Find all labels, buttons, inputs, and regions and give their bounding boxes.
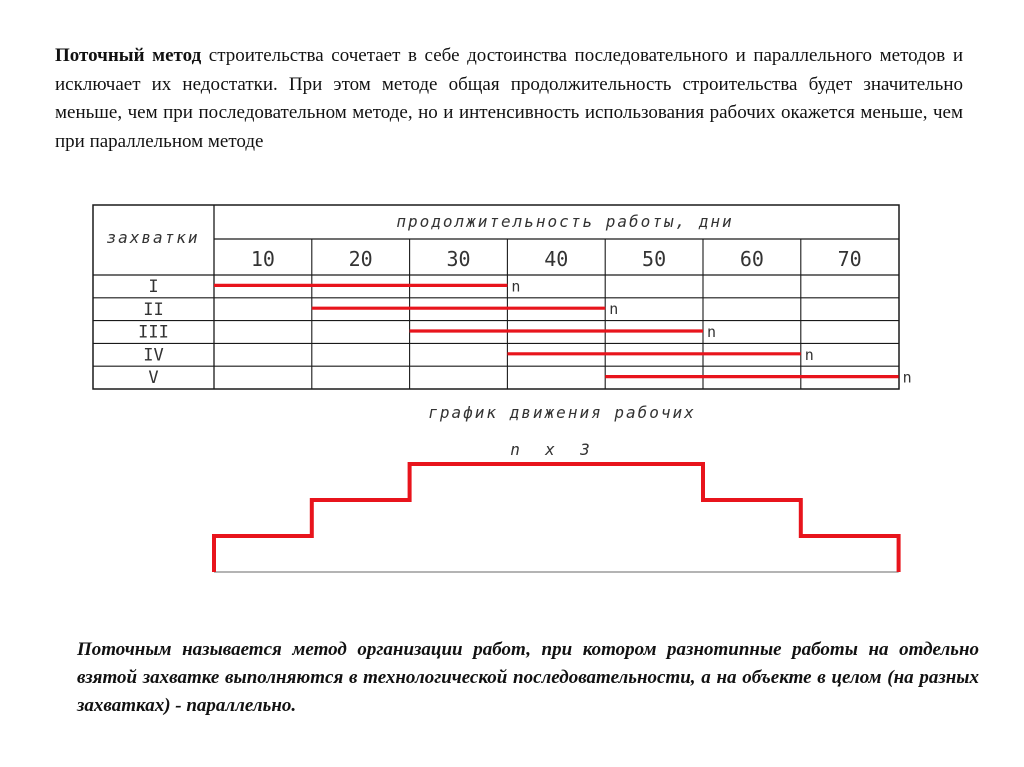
intro-text: строительства сочетает в себе достоинства последовательного и параллельного методов и исключает их недостатки. При этом методе общая продолжительность строительства будет значительно меньше, чем при последовательном методе, но и интенсивность использования рабочих окажется меньше, чем при параллельном методе: [55, 45, 964, 152]
workers-chart-title: график движения рабочих: [428, 403, 696, 422]
bar-label: n: [511, 277, 521, 296]
row-labels: [138, 277, 169, 388]
day-label: 30: [446, 247, 471, 271]
row-label: II: [143, 299, 164, 320]
row-label: V: [148, 368, 159, 389]
schedule-bars: [214, 277, 912, 386]
intro-bold-term: Поточный метод: [55, 45, 202, 66]
bar-label: n: [902, 368, 912, 387]
workers-chart-label: n x 3: [510, 440, 592, 459]
day-label: 20: [348, 247, 373, 271]
day-label: 50: [642, 247, 667, 271]
day-label: 70: [837, 247, 862, 271]
definition-paragraph: Поточным называется метод организации работ, при котором разнотипные работы на отдельно взятой захватке выполняются в технологической последовательности, а на объекте в целом (на разных захватках) - параллельно.: [77, 639, 979, 716]
day-label: 60: [739, 247, 764, 271]
row-label: IV: [143, 345, 164, 366]
day-label: 10: [250, 247, 275, 271]
workers-chart: [214, 464, 899, 572]
bar-label: n: [609, 300, 619, 319]
zakhvatki-header: захватки: [106, 228, 200, 247]
row-label: I: [148, 277, 159, 297]
day-label: 40: [544, 247, 569, 271]
bar-label: n: [804, 345, 814, 364]
row-label: III: [138, 322, 169, 343]
workers-step-line: [214, 464, 899, 572]
schedule-table-grid: [93, 205, 899, 389]
duration-header: продолжительность работы, дни: [396, 212, 734, 231]
bar-label: n: [707, 323, 717, 341]
day-labels: [251, 247, 862, 271]
